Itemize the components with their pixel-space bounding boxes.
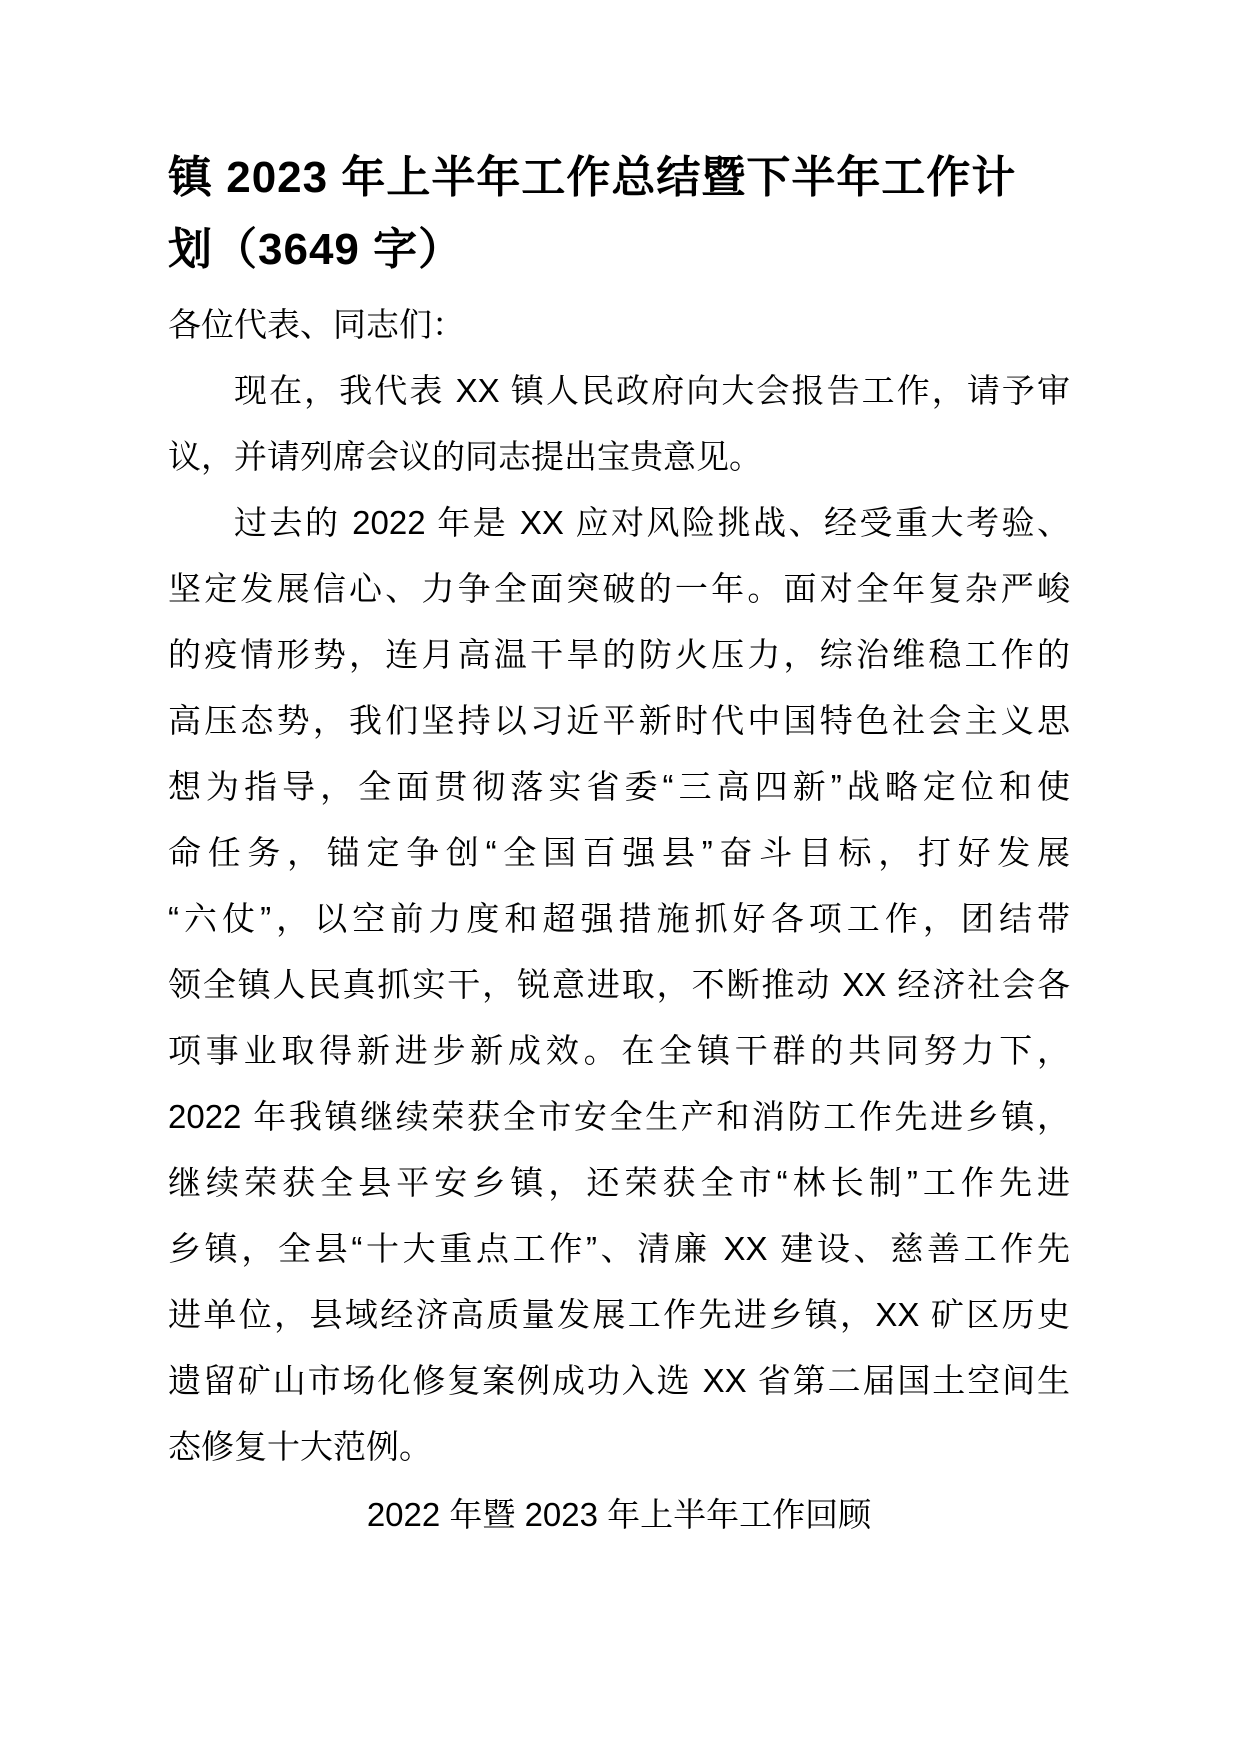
paragraph-1 [168, 358, 1070, 490]
section-heading: 2022 年暨 2023 年上半年工作回顾 [366, 1496, 872, 1533]
title-line: 镇 2023 年上半年工作总结暨下半年工作计 [168, 153, 1017, 202]
salutation: 各位代表、同志们： [168, 306, 465, 343]
title-line: 划（3649 字） [168, 225, 464, 274]
body-line: 继续荣获全县平安乡镇，还荣获全市“林长制”工作先进 [168, 1164, 1070, 1201]
body-line: 项事业取得新进步新成效。在全镇干群的共同努力下， [168, 1032, 1070, 1069]
body-line: 议，并请列席会议的同志提出宝贵意见。 [168, 438, 762, 475]
body-line: 态修复十大范例。 [168, 1428, 432, 1465]
body-line: 2022 年我镇继续荣获全市安全生产和消防工作先进乡镇， [168, 1098, 1070, 1135]
body-line: 进单位，县域经济高质量发展工作先进乡镇，XX 矿区历史 [168, 1296, 1070, 1333]
body-line: 遗留矿山市场化修复案例成功入选 XX 省第二届国土空间生 [168, 1362, 1070, 1399]
body-line: 命任务，锚定争创“全国百强县”奋斗目标，打好发展 [168, 834, 1070, 871]
body-line: 坚定发展信心、力争全面突破的一年。面对全年复杂严峻 [168, 570, 1070, 607]
body-line: 乡镇，全县“十大重点工作”、清廉 XX 建设、慈善工作先 [168, 1230, 1070, 1267]
body-line: 过去的 2022 年是 XX 应对风险挑战、经受重大考验、 [234, 504, 1070, 541]
body-line: 现在，我代表 XX 镇人民政府向大会报告工作，请予审 [234, 372, 1070, 409]
body-line: 高压态势，我们坚持以习近平新时代中国特色社会主义思 [168, 702, 1070, 739]
body-line: 领全镇人民真抓实干，锐意进取，不断推动 XX 经济社会各 [168, 966, 1070, 1003]
body-line: “六仗”，以空前力度和超强措施抓好各项工作，团结带 [168, 900, 1070, 937]
doc-title [168, 142, 1070, 286]
body-line: 的疫情形势，连月高温干旱的防火压力，综治维稳工作的 [168, 636, 1070, 673]
body-line: 想为指导，全面贯彻落实省委“三高四新”战略定位和使 [168, 768, 1070, 805]
paragraph-2 [168, 490, 1070, 1480]
